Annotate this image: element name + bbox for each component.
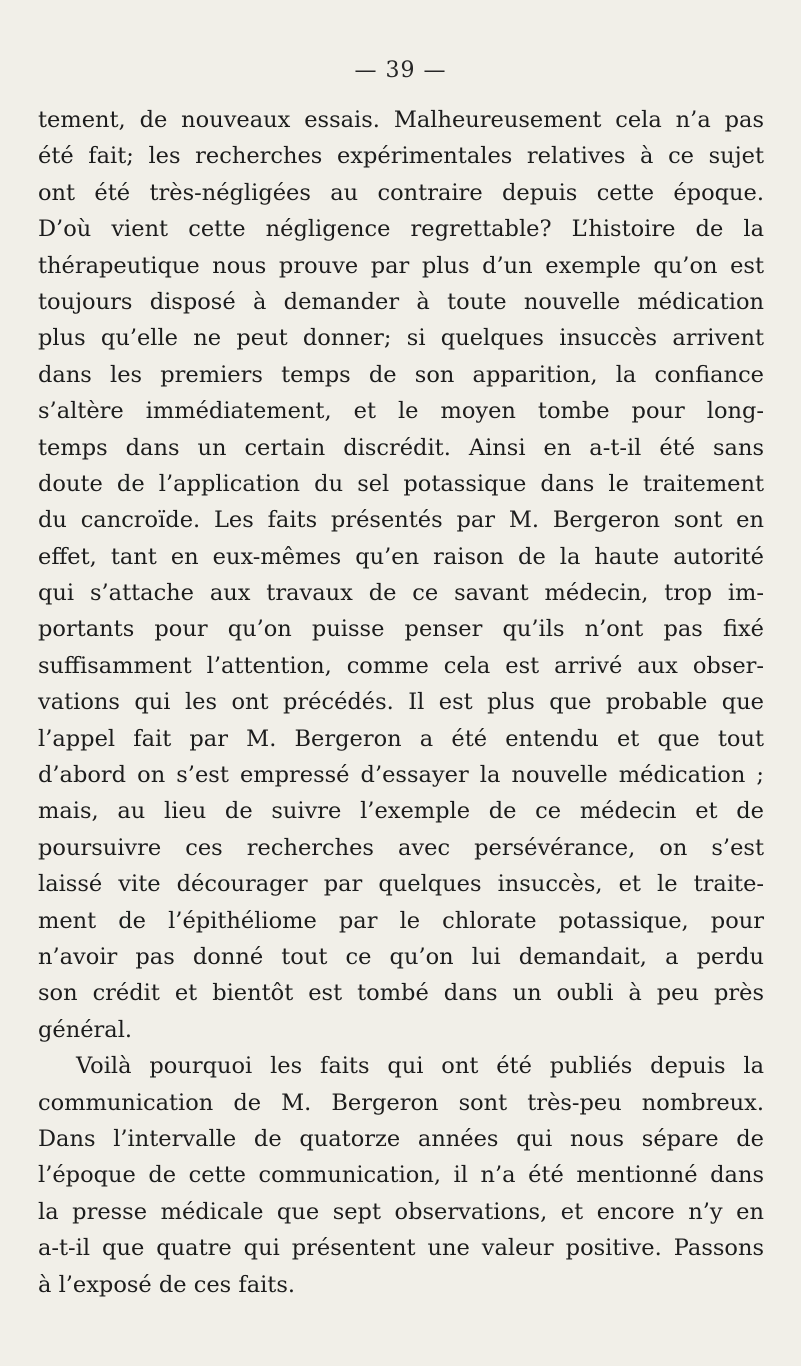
text-line: portants pour qu’on puisse penser qu’ils n’ont pas fixé — [38, 616, 764, 643]
text-line: qui s’attache aux travaux de ce savant médecin, trop im- — [38, 580, 764, 607]
text-line: l’appel fait par M. Bergeron a été entendu et que tout — [38, 725, 764, 752]
text-line: s’altère immédiatement, et le moyen tombe pour long- — [38, 398, 764, 425]
text-line: dans les premiers temps de son apparition, la confiance — [38, 361, 764, 388]
text-line: à l’exposé de ces faits. — [38, 1271, 296, 1298]
text-line: Voilà pourquoi les faits qui ont été publiés depuis la — [76, 1053, 764, 1080]
text-line: d’abord on s’est empressé d’essayer la nouvelle médication ; — [38, 762, 764, 789]
text-line: plus qu’elle ne peut donner; si quelques insuccès arrivent — [38, 325, 764, 352]
page-number: — 39 — — [354, 58, 447, 83]
text-line: ont été très-négligées au contraire depuis cette époque. — [38, 179, 764, 206]
text-line: l’époque de cette communication, il n’a été mentionné dans — [38, 1162, 764, 1189]
text-line: son crédit et bientôt est tombé dans un oubli à peu près — [38, 980, 764, 1007]
text-line: suffisamment l’attention, comme cela est arrivé aux obser- — [38, 652, 764, 679]
text-line: ment de l’épithéliome par le chlorate potassique, pour — [38, 907, 764, 934]
text-line: temps dans un certain discrédit. Ainsi en a-t-il été sans — [38, 434, 764, 461]
text-line: thérapeutique nous prouve par plus d’un exemple qu’on est — [38, 252, 764, 279]
text-line: toujours disposé à demander à toute nouvelle médication — [38, 288, 764, 315]
text-line: vations qui les ont précédés. Il est plus que probable que — [38, 689, 764, 716]
text-line: général. — [38, 1016, 133, 1043]
text-line: Dans l’intervalle de quatorze années qui nous sépare de — [38, 1125, 764, 1152]
text-line: doute de l’application du sel potassique dans le traitement — [38, 470, 764, 497]
text-line: laissé vite décourager par quelques insuccès, et le traite- — [38, 871, 764, 898]
text-line: été fait; les recherches expérimentales relatives à ce sujet — [38, 143, 764, 170]
text-line: mais, au lieu de suivre l’exemple de ce médecin et de — [38, 798, 764, 825]
text-line: n’avoir pas donné tout ce qu’on lui demandait, a perdu — [38, 943, 764, 970]
text-line: du cancroïde. Les faits présentés par M. Bergeron sont en — [38, 507, 764, 534]
text-line: la presse médicale que sept observations, et encore n’y en — [38, 1198, 764, 1225]
body-text — [38, 102, 764, 1303]
text-line: D’où vient cette négligence regrettable? L’histoire de la — [38, 216, 764, 243]
text-line: communication de M. Bergeron sont très-peu nombreux. — [38, 1089, 764, 1116]
text-line: effet, tant en eux-mêmes qu’en raison de la haute autorité — [38, 543, 764, 570]
text-line: poursuivre ces recherches avec persévérance, on s’est — [38, 834, 764, 861]
text-line: tement, de nouveaux essais. Malheureusement cela n’a pas — [38, 107, 764, 133]
text-line: a-t-il que quatre qui présentent une valeur positive. Passons — [38, 1235, 764, 1262]
